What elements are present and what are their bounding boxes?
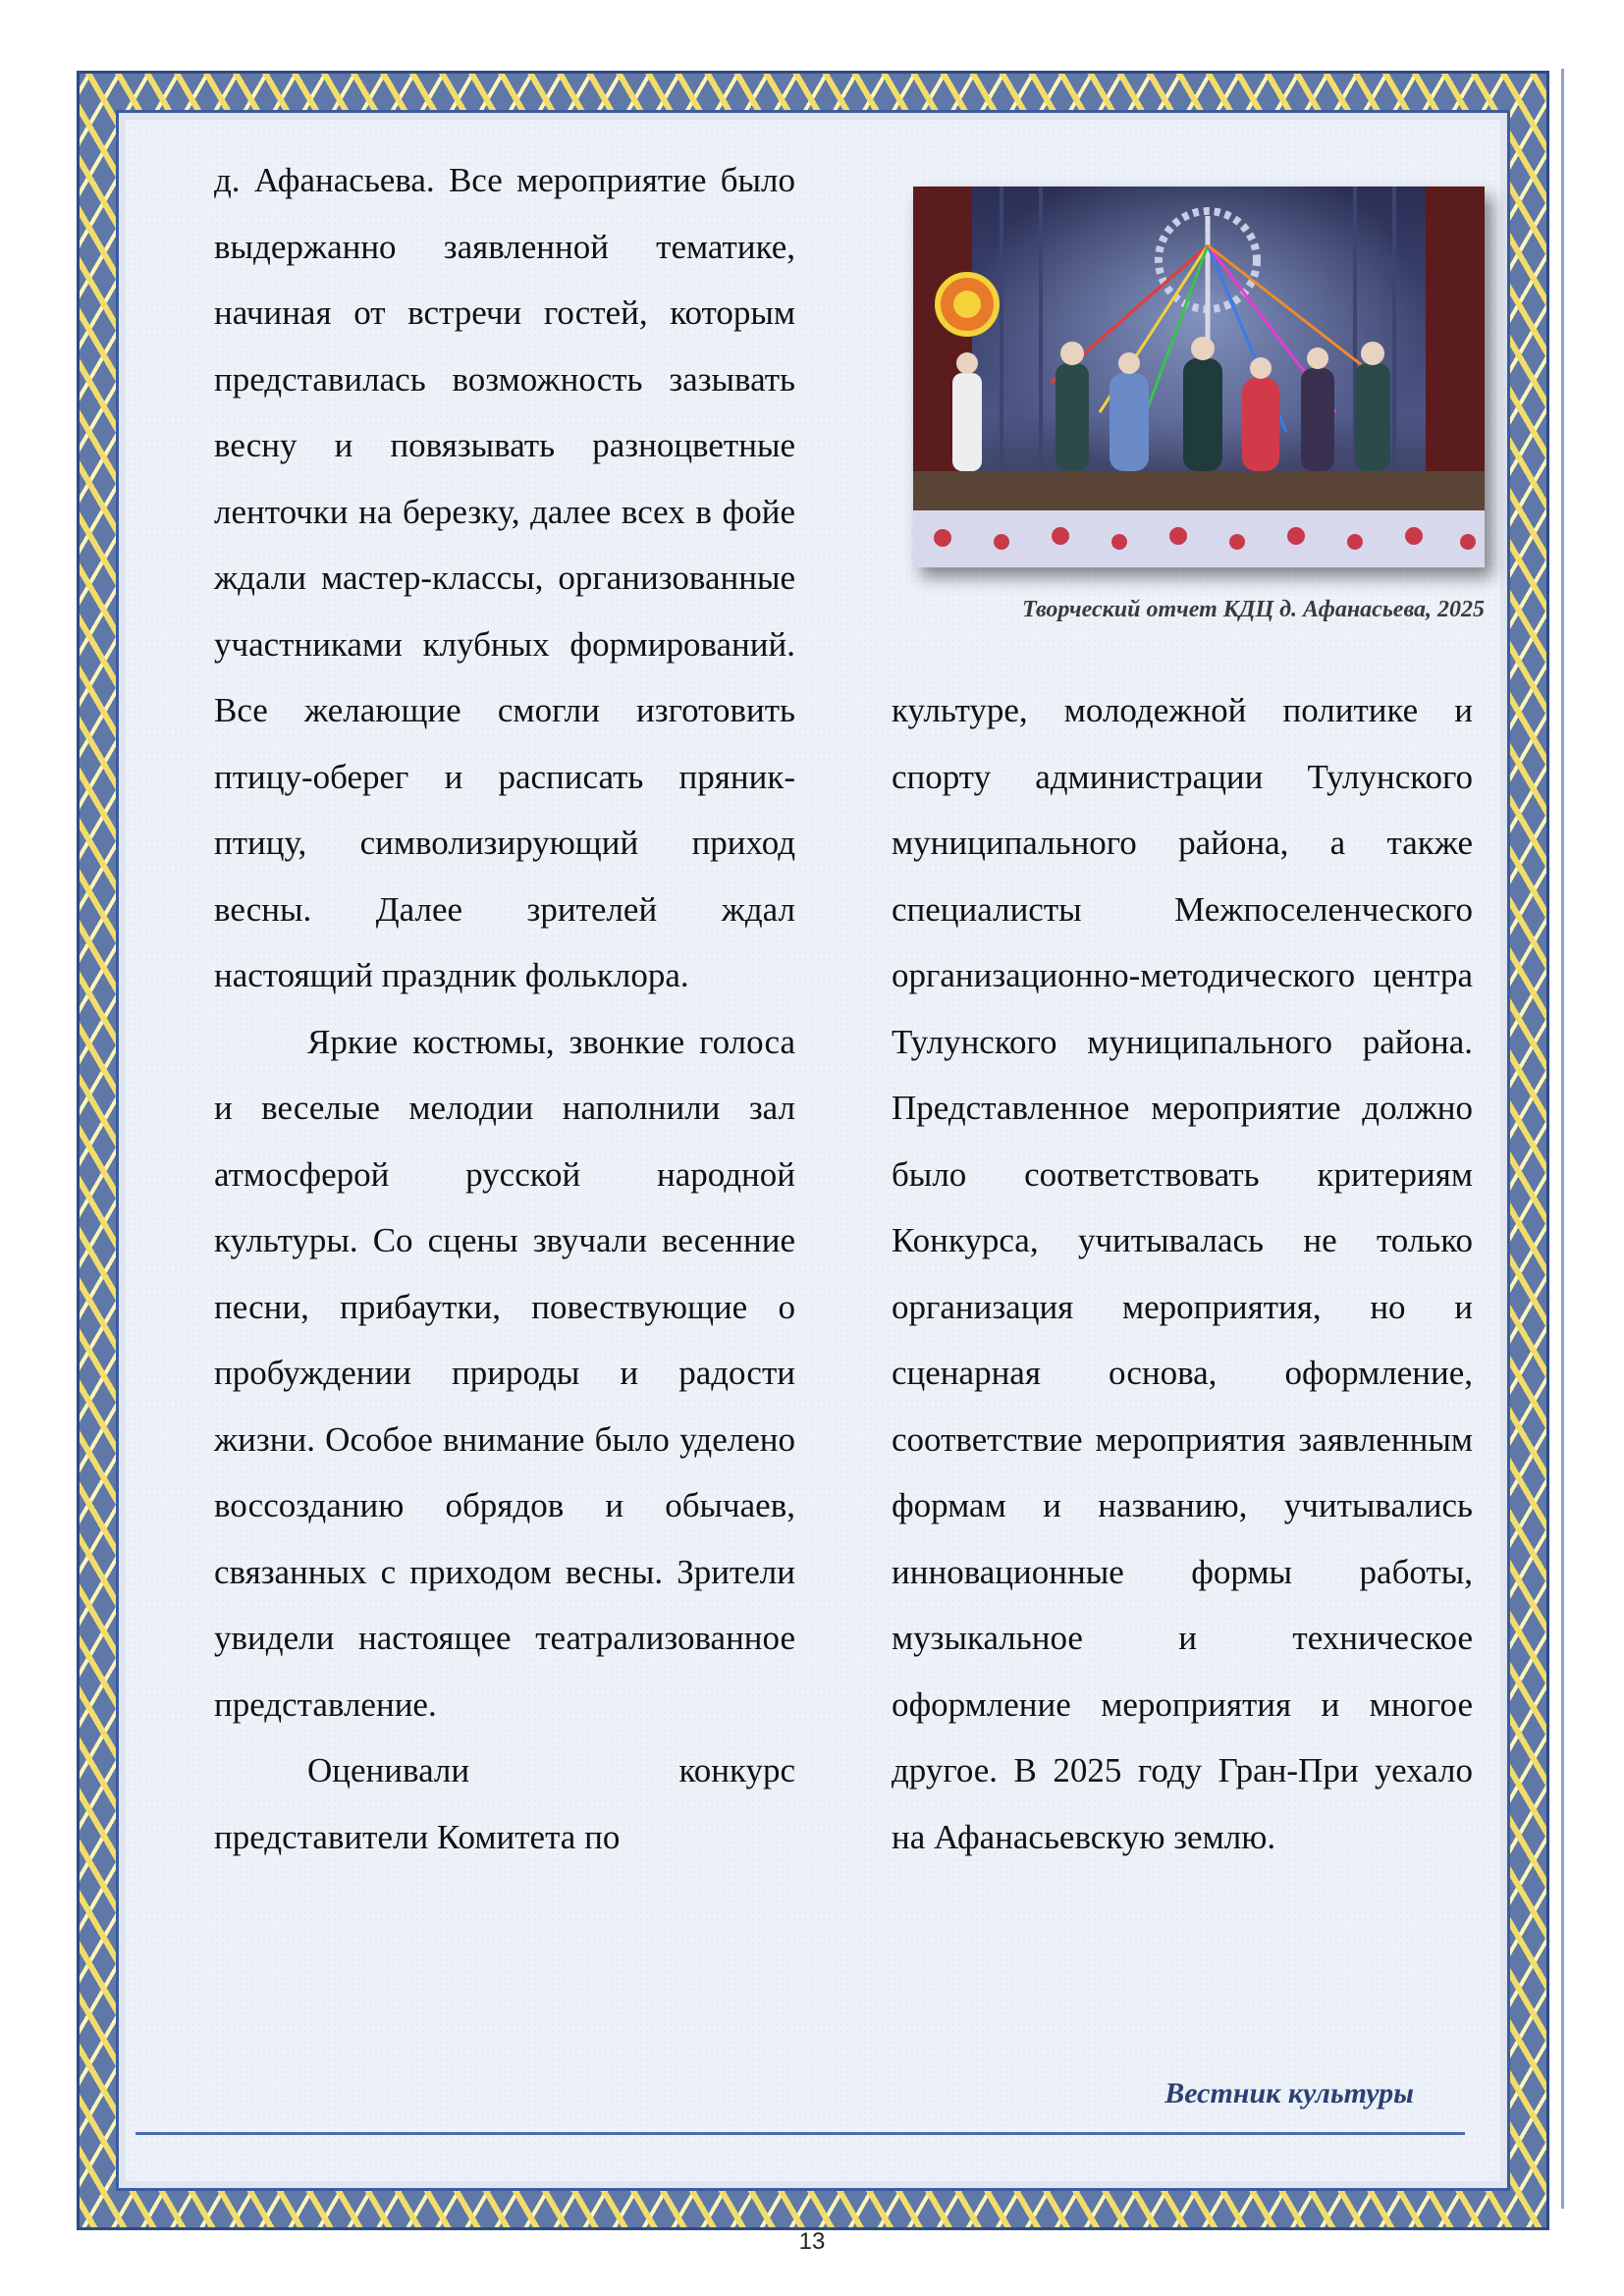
left-text-column: [214, 147, 795, 1870]
photo-caption: Творческий отчет КДЦ д. Афанасьева, 2025: [1022, 597, 1485, 622]
page-number: 13: [798, 2228, 826, 2255]
paragraph: культуре, молодежной политике и спорту администрации Тулунского муниципального района, а также специалисты Межпоселенческого организационно-методического центра Тулунского муниципального района. Представленное мероприятие должно было соответствовать критериям Конкурса, учитывалась не только организация мероприятия, но и сценарная основа, оформление, соответствие мероприятия заявленным формам и названию, учитывались инновационные формы работы, музыкальное и техническое оформление мероприятия и многое другое. В 2025 году Гран-При уехало на Афанасьевскую землю.: [892, 691, 1473, 1856]
photo-illustration: [913, 187, 1485, 567]
page-edge-line: [1561, 69, 1564, 2209]
paragraph: Яркие костюмы, звонкие голоса и веселые мелодии наполнили зал атмосферой русской народной культуры. Со сцены звучали весенние песни, прибаутки, повествующие о пробуждении природы и радости жизни. Особое внимание было уделено воссозданию обрядов и обычаев, связанных с приходом весны. Зрители увидели настоящее театрализованное представление.: [214, 1022, 795, 1724]
paragraph: Оценивали конкурс представители Комитета по: [214, 1751, 795, 1856]
right-text-column: [892, 677, 1473, 1870]
paragraph: д. Афанасьева. Все мероприятие было выдержанно заявленной тематике, начиная от встречи гостей, которым представилась возможность зазывать весну и повязывать разноцветные ленточки на березку, далее всех в фойе ждали мастер-классы, организованные участниками клубных формирований. Все желающие смогли изготовить птицу-оберег и расписать пряник-птицу, символизирующий приход весны. Далее зрителей ждал настоящий праздник фольклора.: [214, 161, 795, 994]
publication-title: Вестник культуры: [1164, 2077, 1414, 2109]
stage-performance-photo: [913, 187, 1485, 567]
footer-divider: [135, 2132, 1465, 2135]
